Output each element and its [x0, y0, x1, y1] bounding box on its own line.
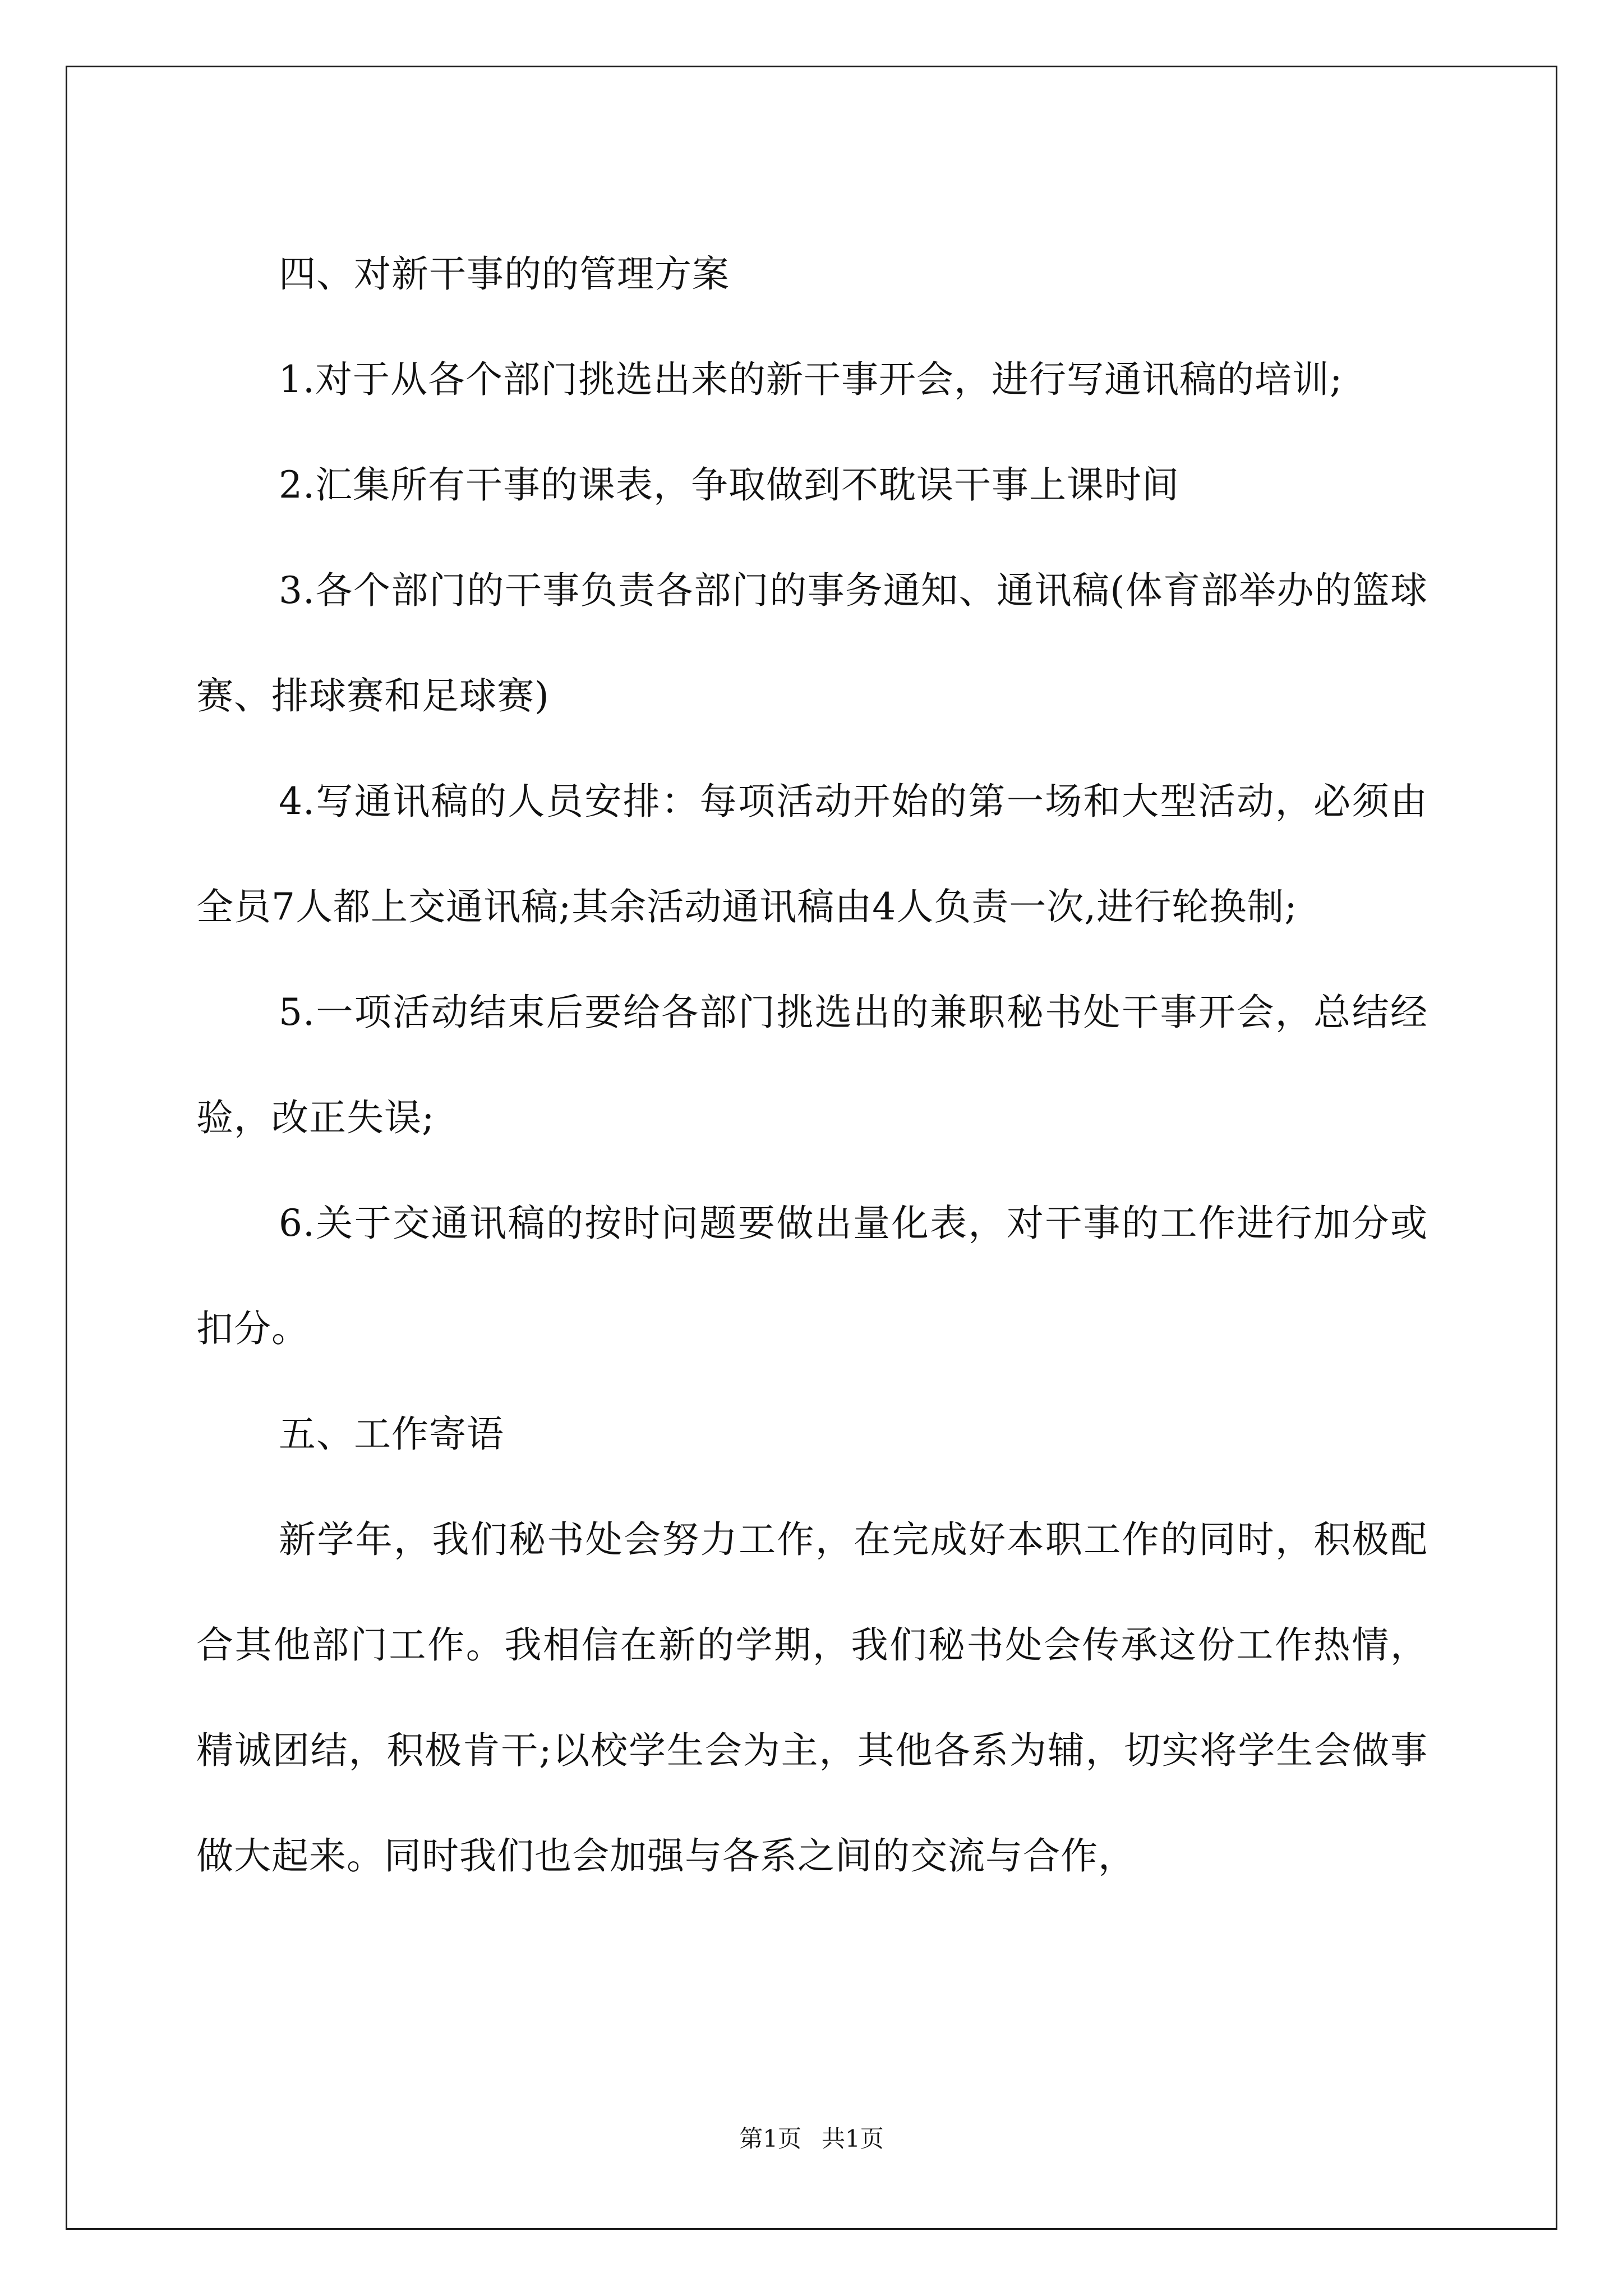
page-number-current: 第1页 — [739, 2125, 801, 2152]
page-number-total: 共1页 — [822, 2125, 884, 2152]
page-footer — [0, 2122, 1623, 2156]
section-heading-4: 四、对新干事的的管理方案 — [279, 252, 730, 296]
list-item-5: 5.一项活动结束后要给各部门挑选出的兼职秘书处干事开会，总结经验，改正失误; — [196, 991, 1428, 1139]
list-item-2: 2.汇集所有干事的课表，争取做到不耽误干事上课时间 — [279, 463, 1179, 507]
section-heading-5: 五、工作寄语 — [279, 1412, 504, 1456]
list-item-4: 4.写通讯稿的人员安排：每项活动开始的第一场和大型活动，必须由全员7人都上交通讯稿;其余活动通讯稿由4人负责一次,进行轮换制; — [196, 780, 1428, 928]
list-item-3: 3.各个部门的干事负责各部门的事务通知、通讯稿(体育部举办的篮球赛、排球赛和足球赛) — [196, 569, 1428, 717]
document-body — [196, 222, 1428, 1909]
body-paragraph: 新学年，我们秘书处会努力工作，在完成好本职工作的同时，积极配合其他部门工作。我相信在新的学期，我们秘书处会传承这份工作热情，精诚团结，积极肯干;以校学生会为主，其他各系为辅，切实将学生会做事做大起来。同时我们也会加强与各系之间的交流与合作， — [196, 1518, 1428, 1878]
list-item-1: 1.对于从各个部门挑选出来的新干事开会，进行写通讯稿的培训; — [279, 358, 1343, 401]
list-item-6: 6.关于交通讯稿的按时问题要做出量化表，对干事的工作进行加分或扣分。 — [196, 1202, 1428, 1350]
